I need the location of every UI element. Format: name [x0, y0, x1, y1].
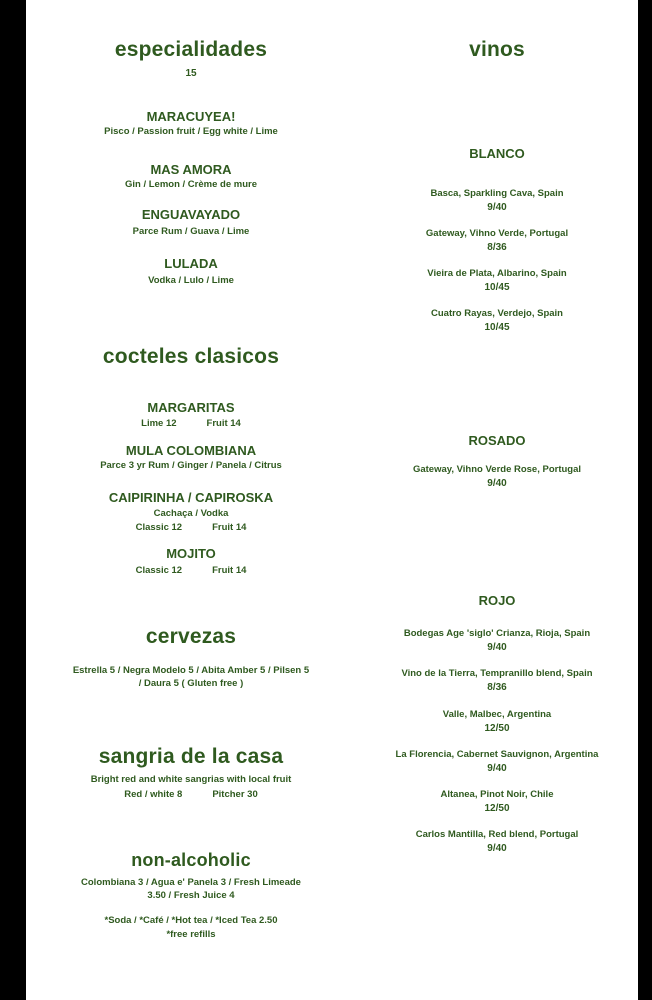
especialidades-title: especialidades [114, 38, 268, 61]
sangria-prices [26, 789, 356, 800]
nonalcoholic-note: *free refills [166, 929, 216, 940]
blanco-title: BLANCO [469, 146, 525, 161]
item-name: MOJITO [166, 546, 216, 561]
price-option: Fruit 14 [212, 565, 247, 576]
wine-price: 9/40 [487, 642, 507, 653]
price-option: Red / white 8 [124, 789, 183, 800]
wine-name: Gateway, Vihno Verde Rose, Portugal [412, 464, 582, 475]
wine-price: 12/50 [484, 723, 510, 734]
nonalcoholic-list-cont: 3.50 / Fresh Juice 4 [147, 890, 235, 901]
item-desc: Pisco / Passion fruit / Egg white / Lime [104, 126, 278, 137]
clasicos-title: cocteles clasicos [102, 345, 280, 368]
item-name: MULA COLOMBIANA [125, 443, 257, 458]
wine-name: La Florencia, Cabernet Sauvignon, Argentina [395, 749, 599, 760]
wine-name: Carlos Mantilla, Red blend, Portugal [415, 829, 579, 840]
item-desc: Parce Rum / Guava / Lime [132, 226, 250, 237]
item-desc: Gin / Lemon / Crème de mure [125, 179, 257, 190]
nonalcoholic-refills: *Soda / *Café / *Hot tea / *Iced Tea 2.50 [104, 915, 278, 926]
especialidades-price: 15 [185, 68, 197, 79]
wine-name: Gateway, Vihno Verde, Portugal [425, 228, 569, 239]
price-option: Fruit 14 [206, 418, 241, 429]
cervezas-list: Estrella 5 / Negra Modelo 5 / Abita Amber 5 / Pilsen 5 [72, 665, 310, 676]
vinos-title: vinos [469, 38, 525, 61]
price-option: Classic 12 [135, 522, 183, 533]
item-name: CAIPIRINHA / CAPIROSKA [108, 490, 274, 505]
menu-page [26, 0, 638, 1000]
price-option: Pitcher 30 [212, 789, 258, 800]
wine-price: 8/36 [487, 242, 507, 253]
wine-name: Bodegas Age 'siglo' Crianza, Rioja, Spain [403, 628, 591, 639]
price-option: Lime 12 [141, 418, 177, 429]
item-desc: Parce 3 yr Rum / Ginger / Panela / Citrus [100, 460, 282, 471]
wine-price: 9/40 [487, 843, 507, 854]
item-prices [26, 565, 356, 576]
wine-price: 12/50 [484, 803, 510, 814]
wine-price: 10/45 [484, 322, 510, 333]
item-name: MARGARITAS [147, 400, 235, 415]
item-prices [26, 418, 356, 429]
item-desc: Vodka / Lulo / Lime [148, 275, 234, 286]
sangria-desc: Bright red and white sangrias with local fruit [90, 774, 292, 785]
item-prices [26, 522, 356, 533]
wine-price: 9/40 [487, 202, 507, 213]
item-name: LULADA [164, 256, 218, 271]
nonalcoholic-title: non-alcoholic [131, 850, 251, 870]
wine-name: Basca, Sparkling Cava, Spain [430, 188, 564, 199]
wine-price: 9/40 [487, 478, 507, 489]
wine-name: Altanea, Pinot Noir, Chile [440, 789, 554, 800]
price-option: Fruit 14 [212, 522, 247, 533]
cervezas-list-cont: / Daura 5 ( Gluten free ) [138, 678, 244, 689]
item-desc: Cachaça / Vodka [153, 508, 229, 519]
nonalcoholic-list: Colombiana 3 / Agua e' Panela 3 / Fresh Limeade [81, 877, 301, 888]
wine-price: 9/40 [487, 763, 507, 774]
wine-name: Vino de la Tierra, Tempranillo blend, Spain [401, 668, 593, 679]
wine-price: 8/36 [487, 682, 507, 693]
item-name: ENGUAVAYADO [141, 207, 241, 222]
wine-name: Valle, Malbec, Argentina [442, 709, 552, 720]
rojo-title: ROJO [478, 593, 516, 608]
wine-name: Vieira de Plata, Albarino, Spain [427, 268, 567, 279]
item-name: MAS AMORA [150, 162, 232, 177]
wine-price: 10/45 [484, 282, 510, 293]
cervezas-title: cervezas [145, 625, 237, 648]
sangria-title: sangria de la casa [98, 745, 284, 768]
wine-name: Cuatro Rayas, Verdejo, Spain [431, 308, 563, 319]
price-option: Classic 12 [135, 565, 183, 576]
rosado-title: ROSADO [468, 433, 526, 448]
item-name: MARACUYEA! [146, 109, 236, 124]
